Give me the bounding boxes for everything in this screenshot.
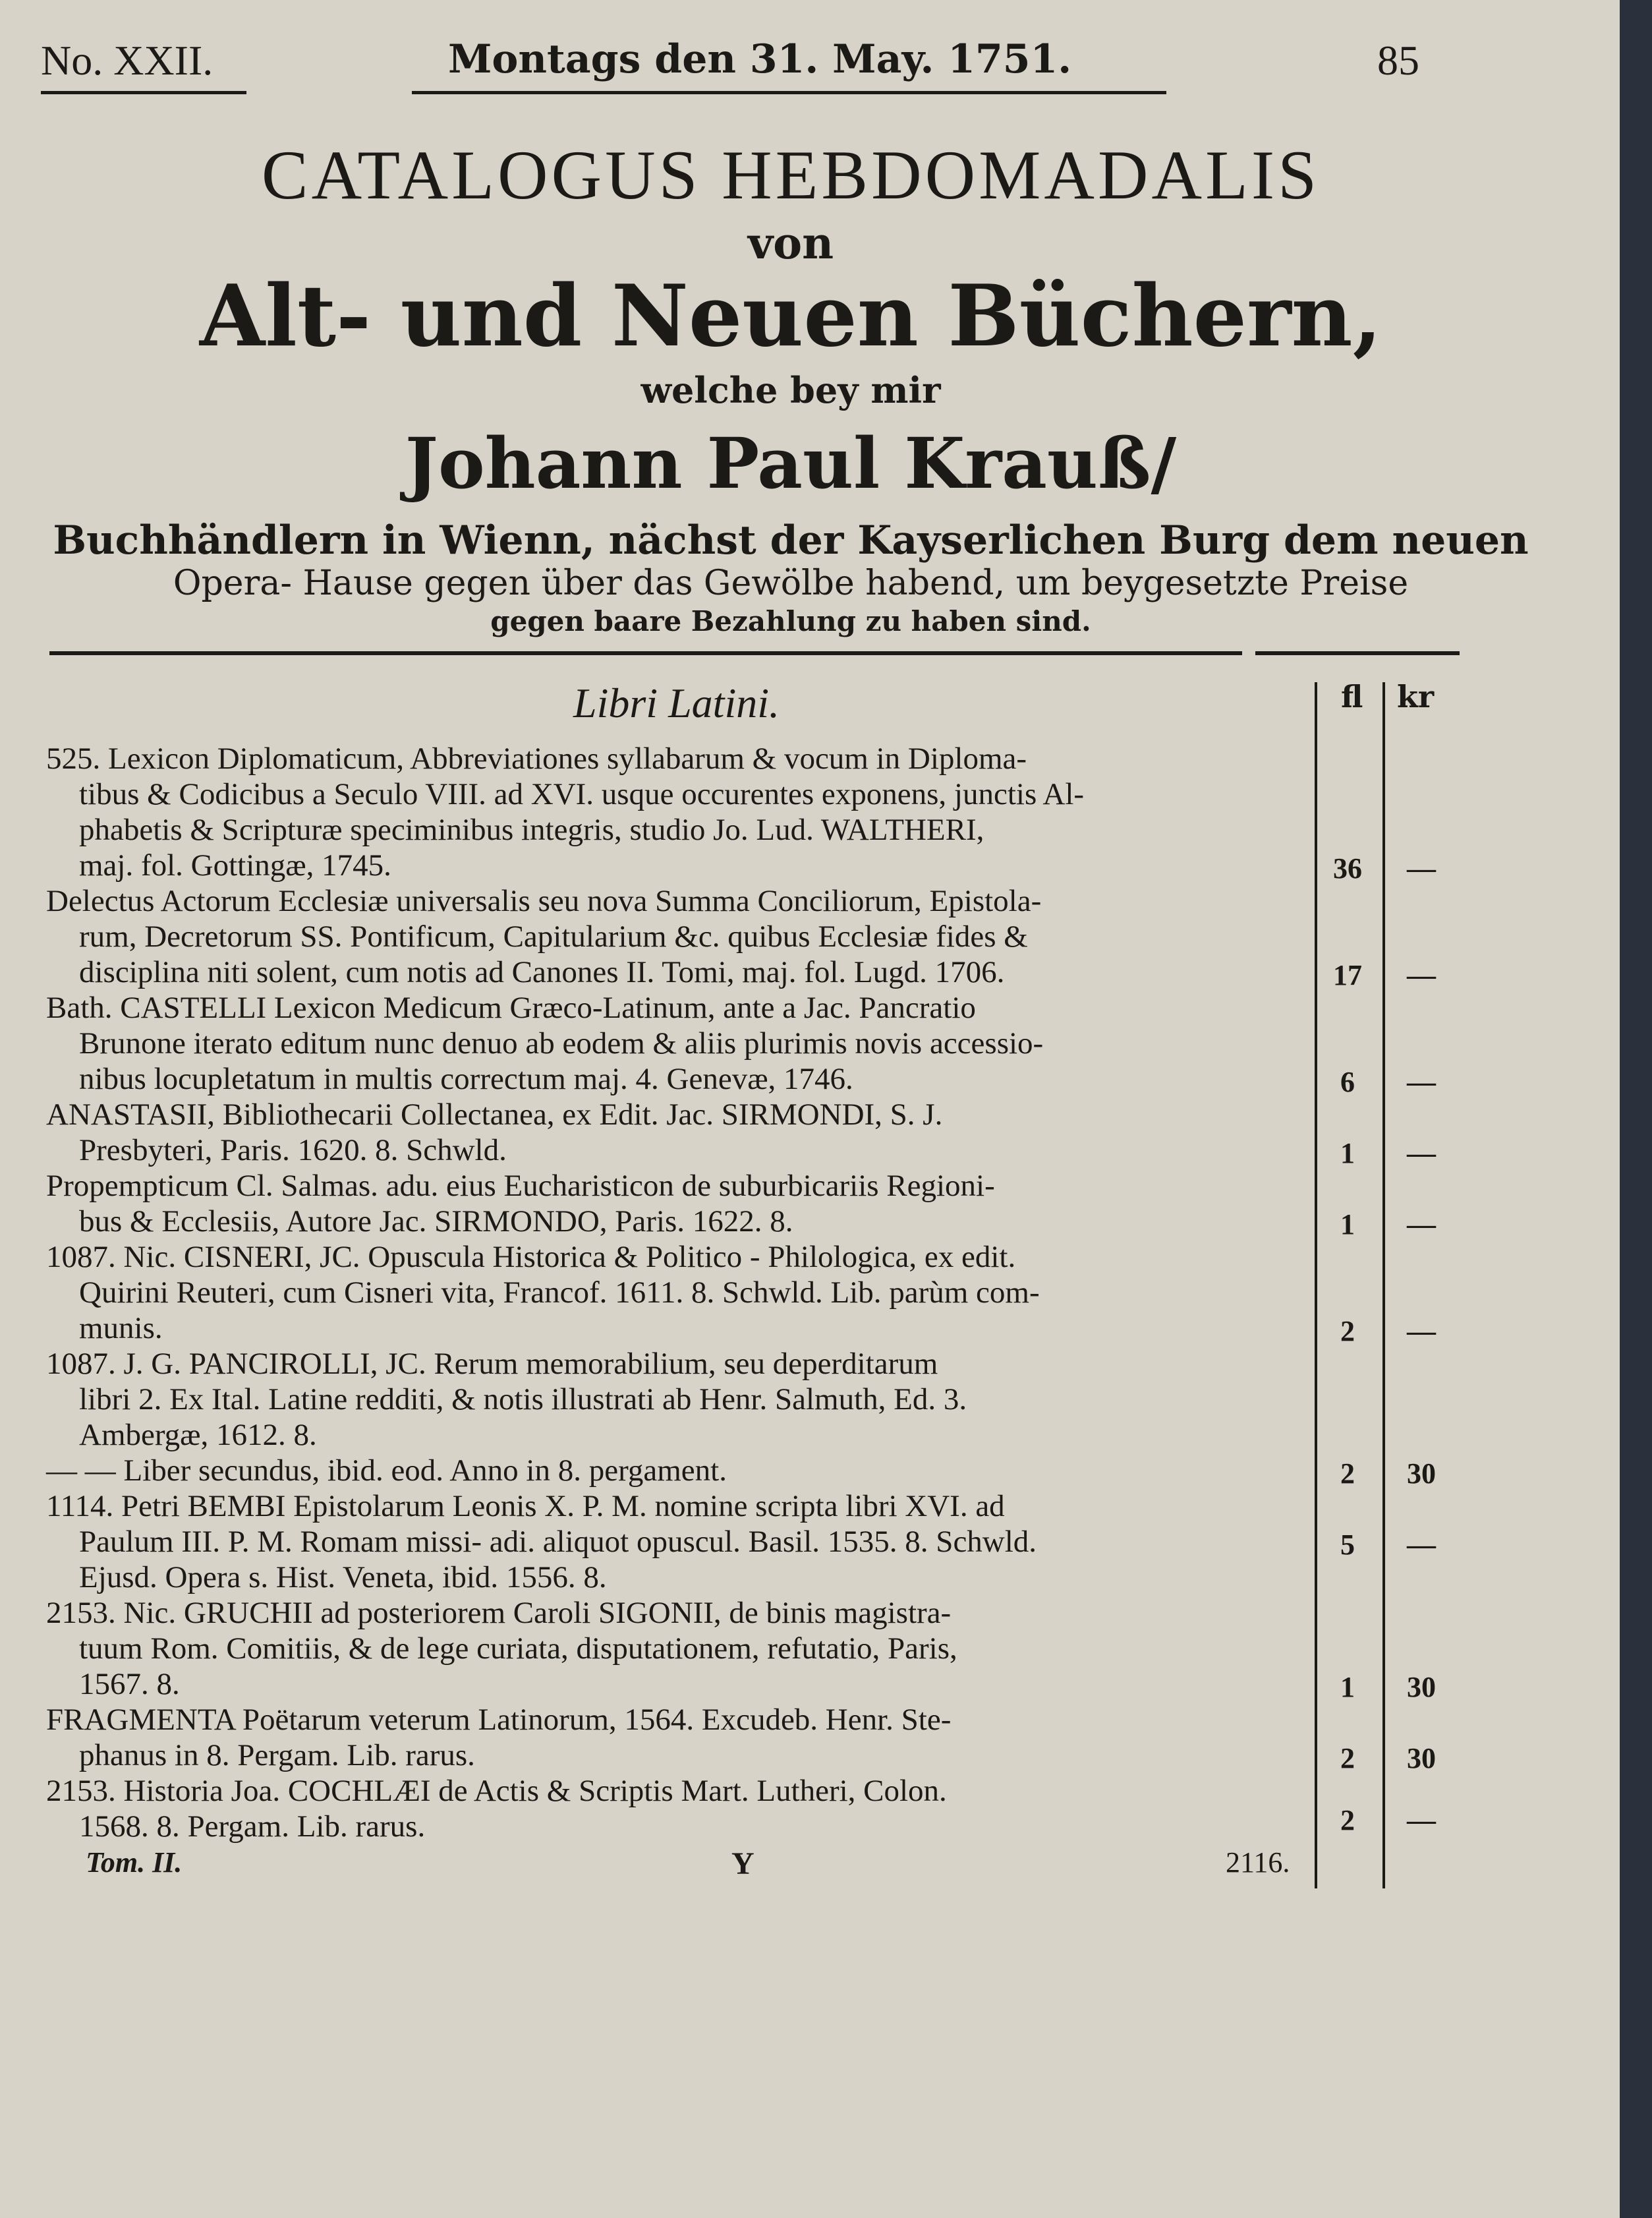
entry-line: Delectus Actorum Ecclesiæ universalis seu nova Summa Conciliorum, Epistola- bbox=[46, 884, 1042, 918]
entry-line: Brunone iterato editum nunc denuo ab eodem & aliis plurimis novis accessio- bbox=[79, 1026, 1044, 1061]
price-kr: — bbox=[1407, 1066, 1436, 1098]
column-header-fl: fl bbox=[1341, 679, 1363, 715]
entry-line: — — Liber secundus, ibid. eod. Anno in 8. pergament. bbox=[46, 1453, 727, 1488]
entry-line: Paulum III. P. M. Romam missi- adi. aliquot opuscul. Basil. 1535. 8. Schwld. bbox=[79, 1525, 1037, 1559]
issue-date: Montags den 31. May. 1751. bbox=[448, 36, 1072, 82]
entry-line: 1087. Nic. CISNERI, JC. Opuscula Historica & Politico - Philologica, ex edit. bbox=[46, 1240, 1016, 1274]
entry-line: disciplina niti solent, cum notis ad Canones II. Tomi, maj. fol. Lugd. 1706. bbox=[79, 955, 1005, 989]
entry-line: 2153. Historia Joa. COCHLÆI de Actis & Scriptis Mart. Lutheri, Colon. bbox=[46, 1774, 947, 1808]
entry-line: 1568. 8. Pergam. Lib. rarus. bbox=[79, 1809, 426, 1844]
price-kr: 30 bbox=[1407, 1742, 1436, 1774]
entry-line: Presbyteri, Paris. 1620. 8. Schwld. bbox=[79, 1133, 507, 1167]
date-underline bbox=[412, 91, 1166, 94]
entry-line: 1087. J. G. PANCIROLLI, JC. Rerum memorabilium, seu deperditarum bbox=[46, 1347, 938, 1381]
entry-line: 2153. Nic. GRUCHII ad posteriorem Caroli SIGONII, de binis magistra- bbox=[46, 1596, 952, 1630]
price-header-rule bbox=[1255, 651, 1460, 655]
entry-line: tuum Rom. Comitiis, & de lege curiata, disputationem, refutatio, Paris, bbox=[79, 1631, 957, 1666]
page-number: 85 bbox=[1377, 37, 1419, 84]
price-fl: 2 bbox=[1340, 1457, 1355, 1490]
price-kr: — bbox=[1407, 852, 1436, 885]
entry-line: tibus & Codicibus a Seculo VIII. ad XVI. usque occurentes exponens, junctis Al- bbox=[79, 777, 1085, 811]
price-fl: 36 bbox=[1333, 852, 1362, 885]
title-welche: welche bey mir bbox=[641, 369, 941, 411]
price-fl: 2 bbox=[1340, 1804, 1355, 1836]
entry-line: 1114. Petri BEMBI Epistolarum Leonis X. P. M. nomine scripta libri XVI. ad bbox=[46, 1489, 1005, 1523]
price-kr: 30 bbox=[1407, 1671, 1436, 1703]
price-kr: — bbox=[1407, 1137, 1436, 1169]
bookseller-name: Johann Paul Krauß/ bbox=[405, 422, 1177, 504]
entry-line: phabetis & Scripturæ speciminibus integris, studio Jo. Lud. WALTHERI, bbox=[79, 813, 984, 847]
title-von: von bbox=[747, 218, 834, 269]
catchword: 2116. bbox=[1226, 1846, 1290, 1879]
number-underline bbox=[41, 91, 246, 94]
header-rule bbox=[49, 651, 1242, 655]
entry-line: bus & Ecclesiis, Autore Jac. SIRMONDO, Paris. 1622. 8. bbox=[79, 1204, 793, 1239]
price-fl: 1 bbox=[1340, 1137, 1355, 1169]
price-fl: 5 bbox=[1340, 1529, 1355, 1561]
entry-line: Ambergæ, 1612. 8. bbox=[79, 1418, 317, 1452]
price-column-rule-middle bbox=[1382, 682, 1385, 1888]
entry-line: munis. bbox=[79, 1311, 163, 1345]
price-kr: — bbox=[1407, 959, 1436, 991]
price-column-rule-left bbox=[1315, 682, 1317, 1888]
entry-line: libri 2. Ex Ital. Latine redditi, & notis illustrati ab Henr. Salmuth, Ed. 3. bbox=[79, 1382, 967, 1416]
entry-line: rum, Decretorum SS. Pontificum, Capitularium &c. quibus Ecclesiæ fides & bbox=[79, 919, 1028, 954]
entry-line: phanus in 8. Pergam. Lib. rarus. bbox=[79, 1738, 475, 1772]
entry-line: ANASTASII, Bibliothecarii Collectanea, ex Edit. Jac. SIRMONDI, S. J. bbox=[46, 1097, 943, 1132]
column-header-kr: kr bbox=[1397, 679, 1435, 715]
price-fl: 1 bbox=[1340, 1208, 1355, 1240]
entry-line: FRAGMENTA Poëtarum veterum Latinorum, 1564. Excudeb. Henr. Ste- bbox=[46, 1703, 952, 1737]
address-line-2: Opera- Hause gegen über das Gewölbe habend, um beygesetzte Preise bbox=[173, 564, 1409, 603]
section-heading: Libri Latini. bbox=[573, 680, 780, 726]
price-kr: — bbox=[1407, 1529, 1436, 1561]
address-line-1: Buchhändlern in Wienn, nächst der Kayserlichen Burg dem neuen bbox=[53, 517, 1529, 564]
price-kr: 30 bbox=[1407, 1457, 1436, 1490]
entry-line: maj. fol. Gottingæ, 1745. bbox=[79, 848, 391, 883]
price-kr: — bbox=[1407, 1804, 1436, 1836]
catalogue-title: CATALOGUS HEBDOMADALIS bbox=[261, 136, 1321, 214]
entry-line: 1567. 8. bbox=[79, 1667, 180, 1701]
entry-line: Quirini Reuteri, cum Cisneri vita, Francof. 1611. 8. Schwld. Lib. parùm com- bbox=[79, 1275, 1040, 1310]
address-line-3: gegen baare Bezahlung zu haben sind. bbox=[490, 605, 1091, 637]
price-kr: — bbox=[1407, 1315, 1436, 1347]
price-kr: — bbox=[1407, 1208, 1436, 1240]
price-fl: 2 bbox=[1340, 1315, 1355, 1347]
entry-line: nibus locupletatum in multis correctum maj. 4. Genevæ, 1746. bbox=[79, 1062, 853, 1096]
volume-mark: Tom. II. bbox=[86, 1846, 183, 1879]
entry-line: Bath. CASTELLI Lexicon Medicum Græco-Latinum, ante a Jac. Pancratio bbox=[46, 991, 976, 1025]
entry-line: Propempticum Cl. Salmas. adu. eius Eucharisticon de suburbicariis Regioni- bbox=[46, 1169, 995, 1203]
price-fl: 2 bbox=[1340, 1742, 1355, 1774]
title-books: Alt- und Neuen Büchern, bbox=[199, 267, 1382, 366]
price-fl: 17 bbox=[1333, 959, 1362, 991]
signature-mark: Y bbox=[731, 1846, 755, 1881]
issue-number: No. XXII. bbox=[41, 37, 214, 84]
entry-line: Ejusd. Opera s. Hist. Veneta, ibid. 1556. 8. bbox=[79, 1560, 607, 1594]
price-fl: 1 bbox=[1340, 1671, 1355, 1703]
page-edge bbox=[1620, 0, 1652, 2218]
price-fl: 6 bbox=[1340, 1066, 1355, 1098]
entry-line: 525. Lexicon Diplomaticum, Abbreviationes syllabarum & vocum in Diploma- bbox=[46, 742, 1027, 776]
